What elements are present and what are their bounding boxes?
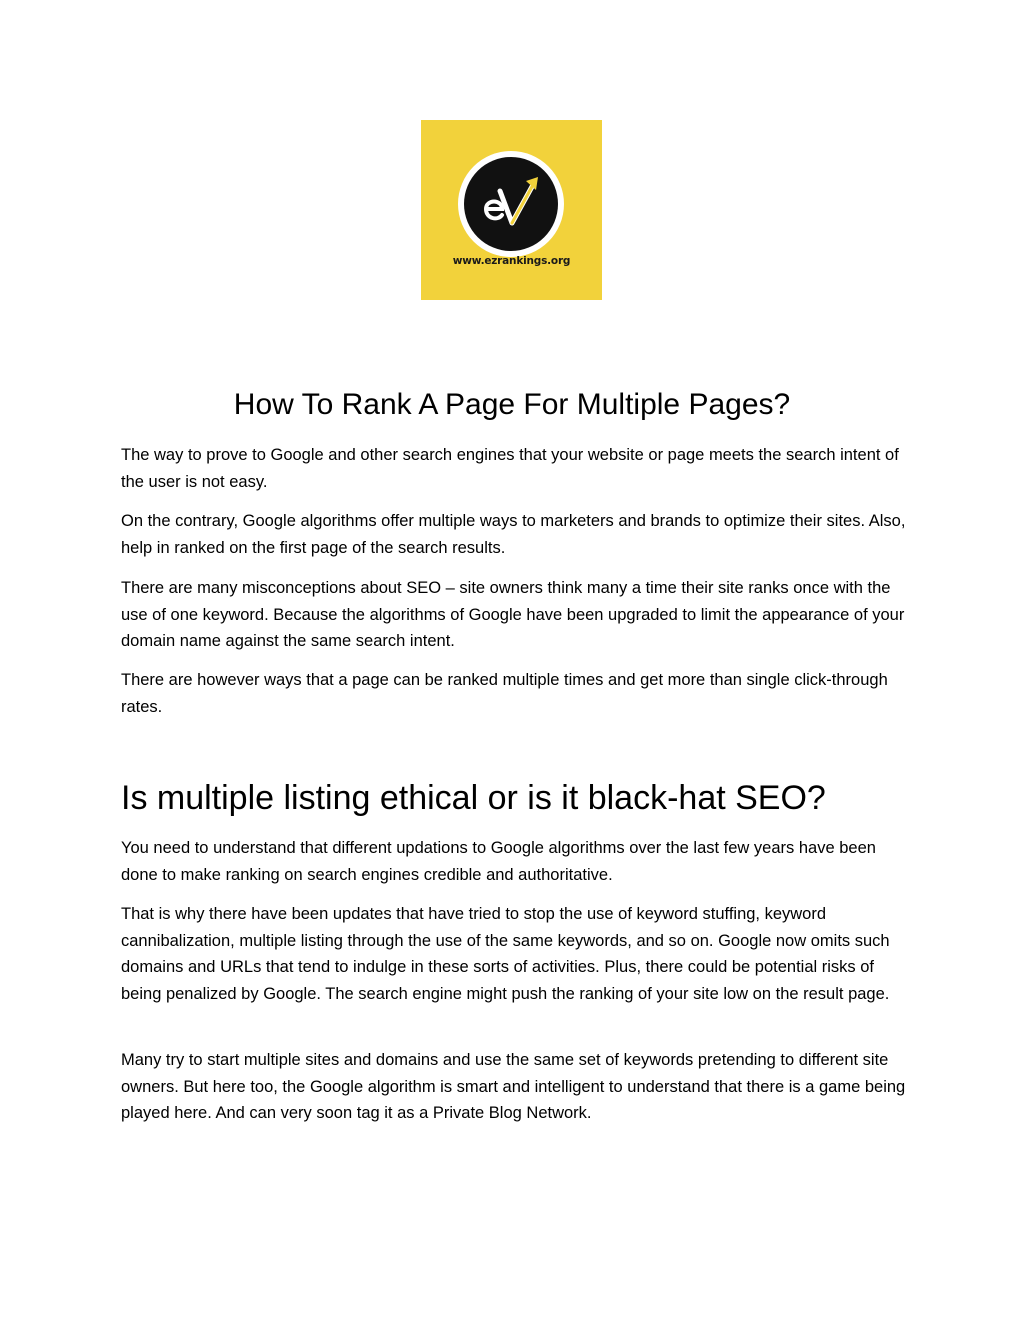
intro-paragraph-4: There are however ways that a page can be ranked multiple times and get more than single click-through rates. xyxy=(121,671,888,716)
logo-url-text: www.ezrankings.org xyxy=(452,255,571,267)
section-paragraph-1: You need to understand that different updations to Google algorithms over the last few years have been done to make ranking on search engines credible and authoritative. xyxy=(121,839,876,884)
logo-circle xyxy=(458,151,564,257)
intro-paragraph-1: The way to prove to Google and other search engines that your website or page meets the search intent of the user is not easy. xyxy=(121,446,899,491)
section-heading: Is multiple listing ethical or is it black-hat SEO? xyxy=(121,779,826,817)
intro-paragraph-3: There are many misconceptions about SEO – site owners think many a time their site ranks once with the use of one keyword. Because the algorithms of Google have been upgraded to limit the appearance of your domain name against the same search intent. xyxy=(121,579,905,650)
logo-ev-mark xyxy=(464,157,558,251)
intro-paragraph-2: On the contrary, Google algorithms offer multiple ways to marketers and brands to optimize their sites. Also, help in ranked on the first page of the search results. xyxy=(121,512,906,557)
ezrankings-logo xyxy=(421,120,602,300)
page-title: How To Rank A Page For Multiple Pages? xyxy=(233,388,791,421)
section-paragraph-2: That is why there have been updates that have tried to stop the use of keyword stuffing, keyword cannibalization, multiple listing through the use of the same keywords, and so on. Google now omits such domains and URLs that tend to indulge in these sorts of activities. Plus, there could be potential risks of being penalized by Google. The search engine might push the ranking of your site low on the result page. xyxy=(121,905,890,1003)
section-paragraph-3: Many try to start multiple sites and domains and use the same set of keywords pretending to different site owners. But here too, the Google algorithm is smart and intelligent to understand that there is a game being played here. And can very soon tag it as a Private Blog Network. xyxy=(121,1051,906,1122)
logo-emblem xyxy=(464,157,558,251)
